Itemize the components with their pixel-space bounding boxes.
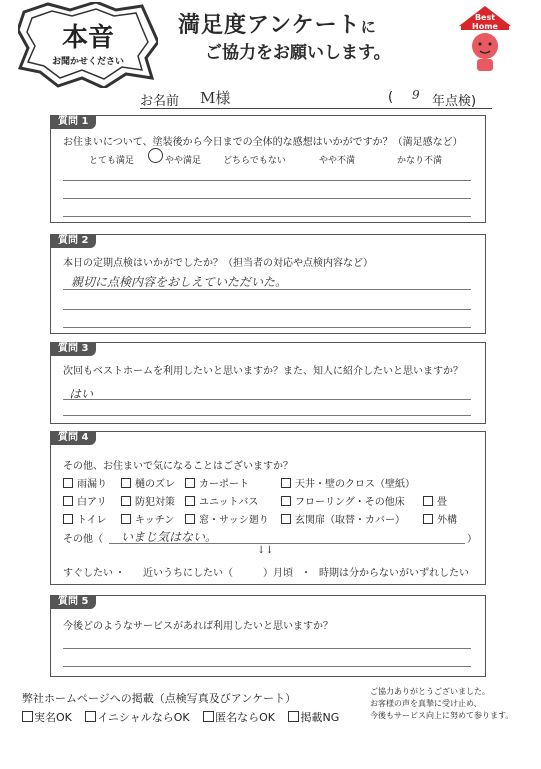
q4-timing-now[interactable]: すぐしたい [63,568,113,579]
q1-option-neutral[interactable]: どちらでもない [223,156,286,166]
answer-line [63,216,471,217]
answer-line [109,543,465,544]
answer-line [63,327,471,328]
question-1-text: お住まいについて、塗装後から今日までの全体的な感想はいかがですか？（満足感など） [63,137,463,148]
website-consent-title: 弊社ホームページへの掲載（点検写真及びアンケート） [22,692,297,705]
question-2-answer: 親切に点検内容をおしえていただいた。 [71,275,288,289]
question-2-label: 質問 2 [50,234,96,248]
survey-title [178,8,377,39]
q4-timing-someday[interactable]: 時期は分からないがいずれしたい [319,568,469,579]
question-1-box [50,115,486,223]
question-2-text: 本日の定期点検はいかがでしたか？（担当者の対応や点検内容など） [63,258,373,269]
question-5-text: 今後どのようなサービスがあれば利用したいと思いますか？ [63,621,333,632]
badge-small-text: お聞かせください [51,57,125,67]
question-3-text: 次回もベストホームを利用したいと思いますか？また、知人に紹介したいと思いますか？ [63,366,463,377]
separator-dot: ・ [301,568,311,579]
consent-initials[interactable]: イニシャルならOK [85,711,189,724]
question-4-text: その他、お住まいで気になることはございますか？ [63,461,293,472]
customer-name-row [140,90,492,109]
q4-check-window[interactable]: 窓・サッシ廻り [185,511,269,526]
q4-check-carport[interactable]: カーポート [185,475,249,490]
question-3-label: 質問 3 [50,342,96,356]
svg-text:Home: Home [472,22,498,31]
q1-option-somewhat-satisfied[interactable]: やや満足 [165,156,202,166]
question-3-answer: はい [69,387,94,401]
consent-no-publish[interactable]: 掲載NG [288,711,339,724]
separator-dot: ・ [115,568,125,579]
answer-line [63,309,471,310]
q4-timing-soon[interactable]: 近いうちにしたい（ [143,568,233,579]
q4-other-answer: いまじ気はない。 [121,530,218,544]
name-value: M様 [200,89,231,107]
svg-text:Best: Best [474,13,496,22]
website-consent-options [22,709,349,725]
consent-anonymous[interactable]: 匿名ならOK [203,711,275,724]
question-4-box [50,431,486,585]
thank-you-note: ご協力ありがとうございました。 お客様の声を真摯に受け止め、 今後もサービス向上に努めて参ります。 [370,687,514,720]
q4-check-flooring[interactable]: フローリング・その他床 [281,493,405,508]
q4-check-security[interactable]: 防犯対策 [121,493,175,508]
question-4-label: 質問 4 [50,431,96,445]
q4-check-cloth[interactable]: 天井・壁のクロス（壁紙） [281,475,415,490]
q4-other-label: その他（ [63,534,103,545]
answer-line [63,648,471,649]
q4-check-entrance-door[interactable]: 玄関扉（取替・カバー） [281,511,405,526]
q4-check-unitbath[interactable]: ユニットバス [185,493,258,508]
q4-other-close: ） [467,534,477,545]
mascot-face-icon [472,33,498,59]
question-5-box [50,595,486,677]
years-value: 9 [412,88,420,102]
answer-line [63,289,471,290]
q4-check-tatami[interactable]: 畳 [423,493,447,508]
q4-check-kitchen[interactable]: キッチン [121,511,174,526]
answer-line [63,666,471,667]
q4-check-leak[interactable]: 雨漏り [63,475,107,490]
q1-option-somewhat-dissatisfied[interactable]: やや不満 [319,156,356,166]
q1-option-very-dissatisfied[interactable]: かなり不満 [397,156,443,166]
q1-option-very-satisfied[interactable]: とても満足 [89,156,135,166]
q4-check-gutter[interactable]: 樋のズレ [121,475,175,490]
answer-line [63,399,471,400]
answer-line [63,180,471,181]
question-5-label: 質問 5 [50,595,96,609]
survey-title-tail: に [360,18,377,36]
q4-timing-month[interactable]: ）月頃 [263,568,293,579]
answer-line [63,198,471,199]
honne-badge [18,2,158,88]
question-2-box [50,234,486,334]
question-1-label: 質問 1 [50,115,96,129]
years-unit: 年点検) [432,94,477,109]
question-3-box [50,342,486,424]
q1-selected-circle [148,148,163,163]
badge-big-text: 本音 [61,23,115,53]
survey-subtitle: ご協力をお願いします。 [205,43,391,63]
consent-real-name[interactable]: 実名OK [22,711,72,724]
best-home-logo [455,4,515,76]
q4-check-toilet[interactable]: トイレ [63,511,107,526]
q4-check-exterior[interactable]: 外構 [423,511,457,526]
q4-check-termite[interactable]: 白アリ [63,493,107,508]
name-label: お名前 [140,94,180,109]
answer-line [63,415,471,416]
q4-arrows: ↓↓ [257,545,274,556]
survey-title-main: 満足度アンケート [178,13,361,38]
years-paren: ( [388,90,394,105]
